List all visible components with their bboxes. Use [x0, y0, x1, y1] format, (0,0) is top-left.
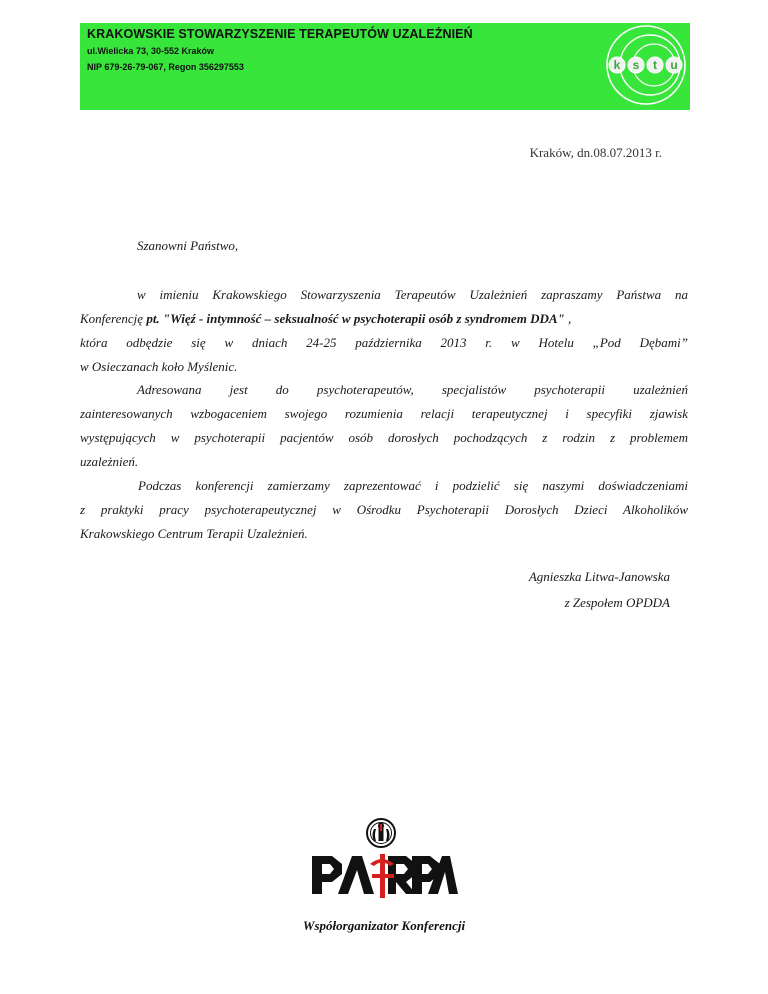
paragraph-line — [80, 307, 688, 331]
logo-letter-t: t — [653, 58, 657, 72]
presentation-paragraph — [80, 474, 688, 546]
paragraph-line: w imieniu Krakowskiego Stowarzyszenia Terapeutów Uzależnień zapraszamy Państwa na — [137, 287, 688, 302]
coorganizer-caption: Współorganizator Konferencji — [302, 918, 466, 933]
paragraph-line: Podczas konferencji zamierzamy zaprezentować i podzielić się naszymi doświadczeniami — [138, 478, 688, 493]
audience-paragraph — [80, 378, 688, 474]
paragraph-line: z praktyki pracy psychoterapeutycznej w Ośrodku Psychoterapii Dorosłych Dzieci Alkoholików — [80, 502, 688, 517]
kstu-logo — [604, 24, 688, 106]
signature-name: Agnieszka Litwa-Janowska — [528, 569, 670, 584]
parpa-logo — [308, 818, 458, 900]
organization-name: KRAKOWSKIE STOWARZYSZENIE TERAPEUTÓW UZALEŻNIEŃ — [87, 27, 473, 41]
paragraph-line: Adresowana jest do psychoterapeutów, specjalistów psychoterapii uzależnień — [137, 382, 688, 397]
greeting: Szanowni Państwo, — [137, 238, 239, 253]
logo-letter-u: u — [670, 58, 678, 72]
signature-team: z Zespołem OPDDA — [564, 595, 670, 610]
paragraph-text: Konferencję — [80, 311, 147, 326]
letter-date: Kraków, dn.08.07.2013 r. — [529, 145, 662, 160]
paragraph-line: uzależnień. — [80, 454, 139, 469]
conference-title: pt. "Więź - intymność – seksualność w psychoterapii osób z syndromem DDA" — [146, 311, 565, 326]
paragraph-line: występujących w psychoterapii pacjentów osób dorosłych pochodzących z rodzin z problemem — [80, 430, 688, 445]
paragraph-line: Krakowskiego Centrum Terapii Uzależnień. — [80, 526, 308, 541]
logo-letter-s: s — [632, 58, 640, 72]
logo-letter-k: k — [613, 58, 621, 72]
organization-address: ul.Wielicka 73, 30-552 Kraków — [87, 46, 214, 56]
paragraph-line: zainteresowanych wzbogaceniem swojego rozumienia relacji terapeutycznej i specyfiki zjawisk — [80, 406, 688, 421]
paragraph-line: w Osieczanach koło Myślenic. — [80, 359, 238, 374]
invitation-paragraph — [80, 283, 688, 379]
organization-ids: NIP 679-26-79-067, Regon 356297553 — [87, 62, 244, 72]
paragraph-line: która odbędzie się w dniach 24-25 października 2013 r. w Hotelu „Pod Dębami” — [80, 335, 688, 350]
paragraph-text: , — [564, 311, 572, 326]
